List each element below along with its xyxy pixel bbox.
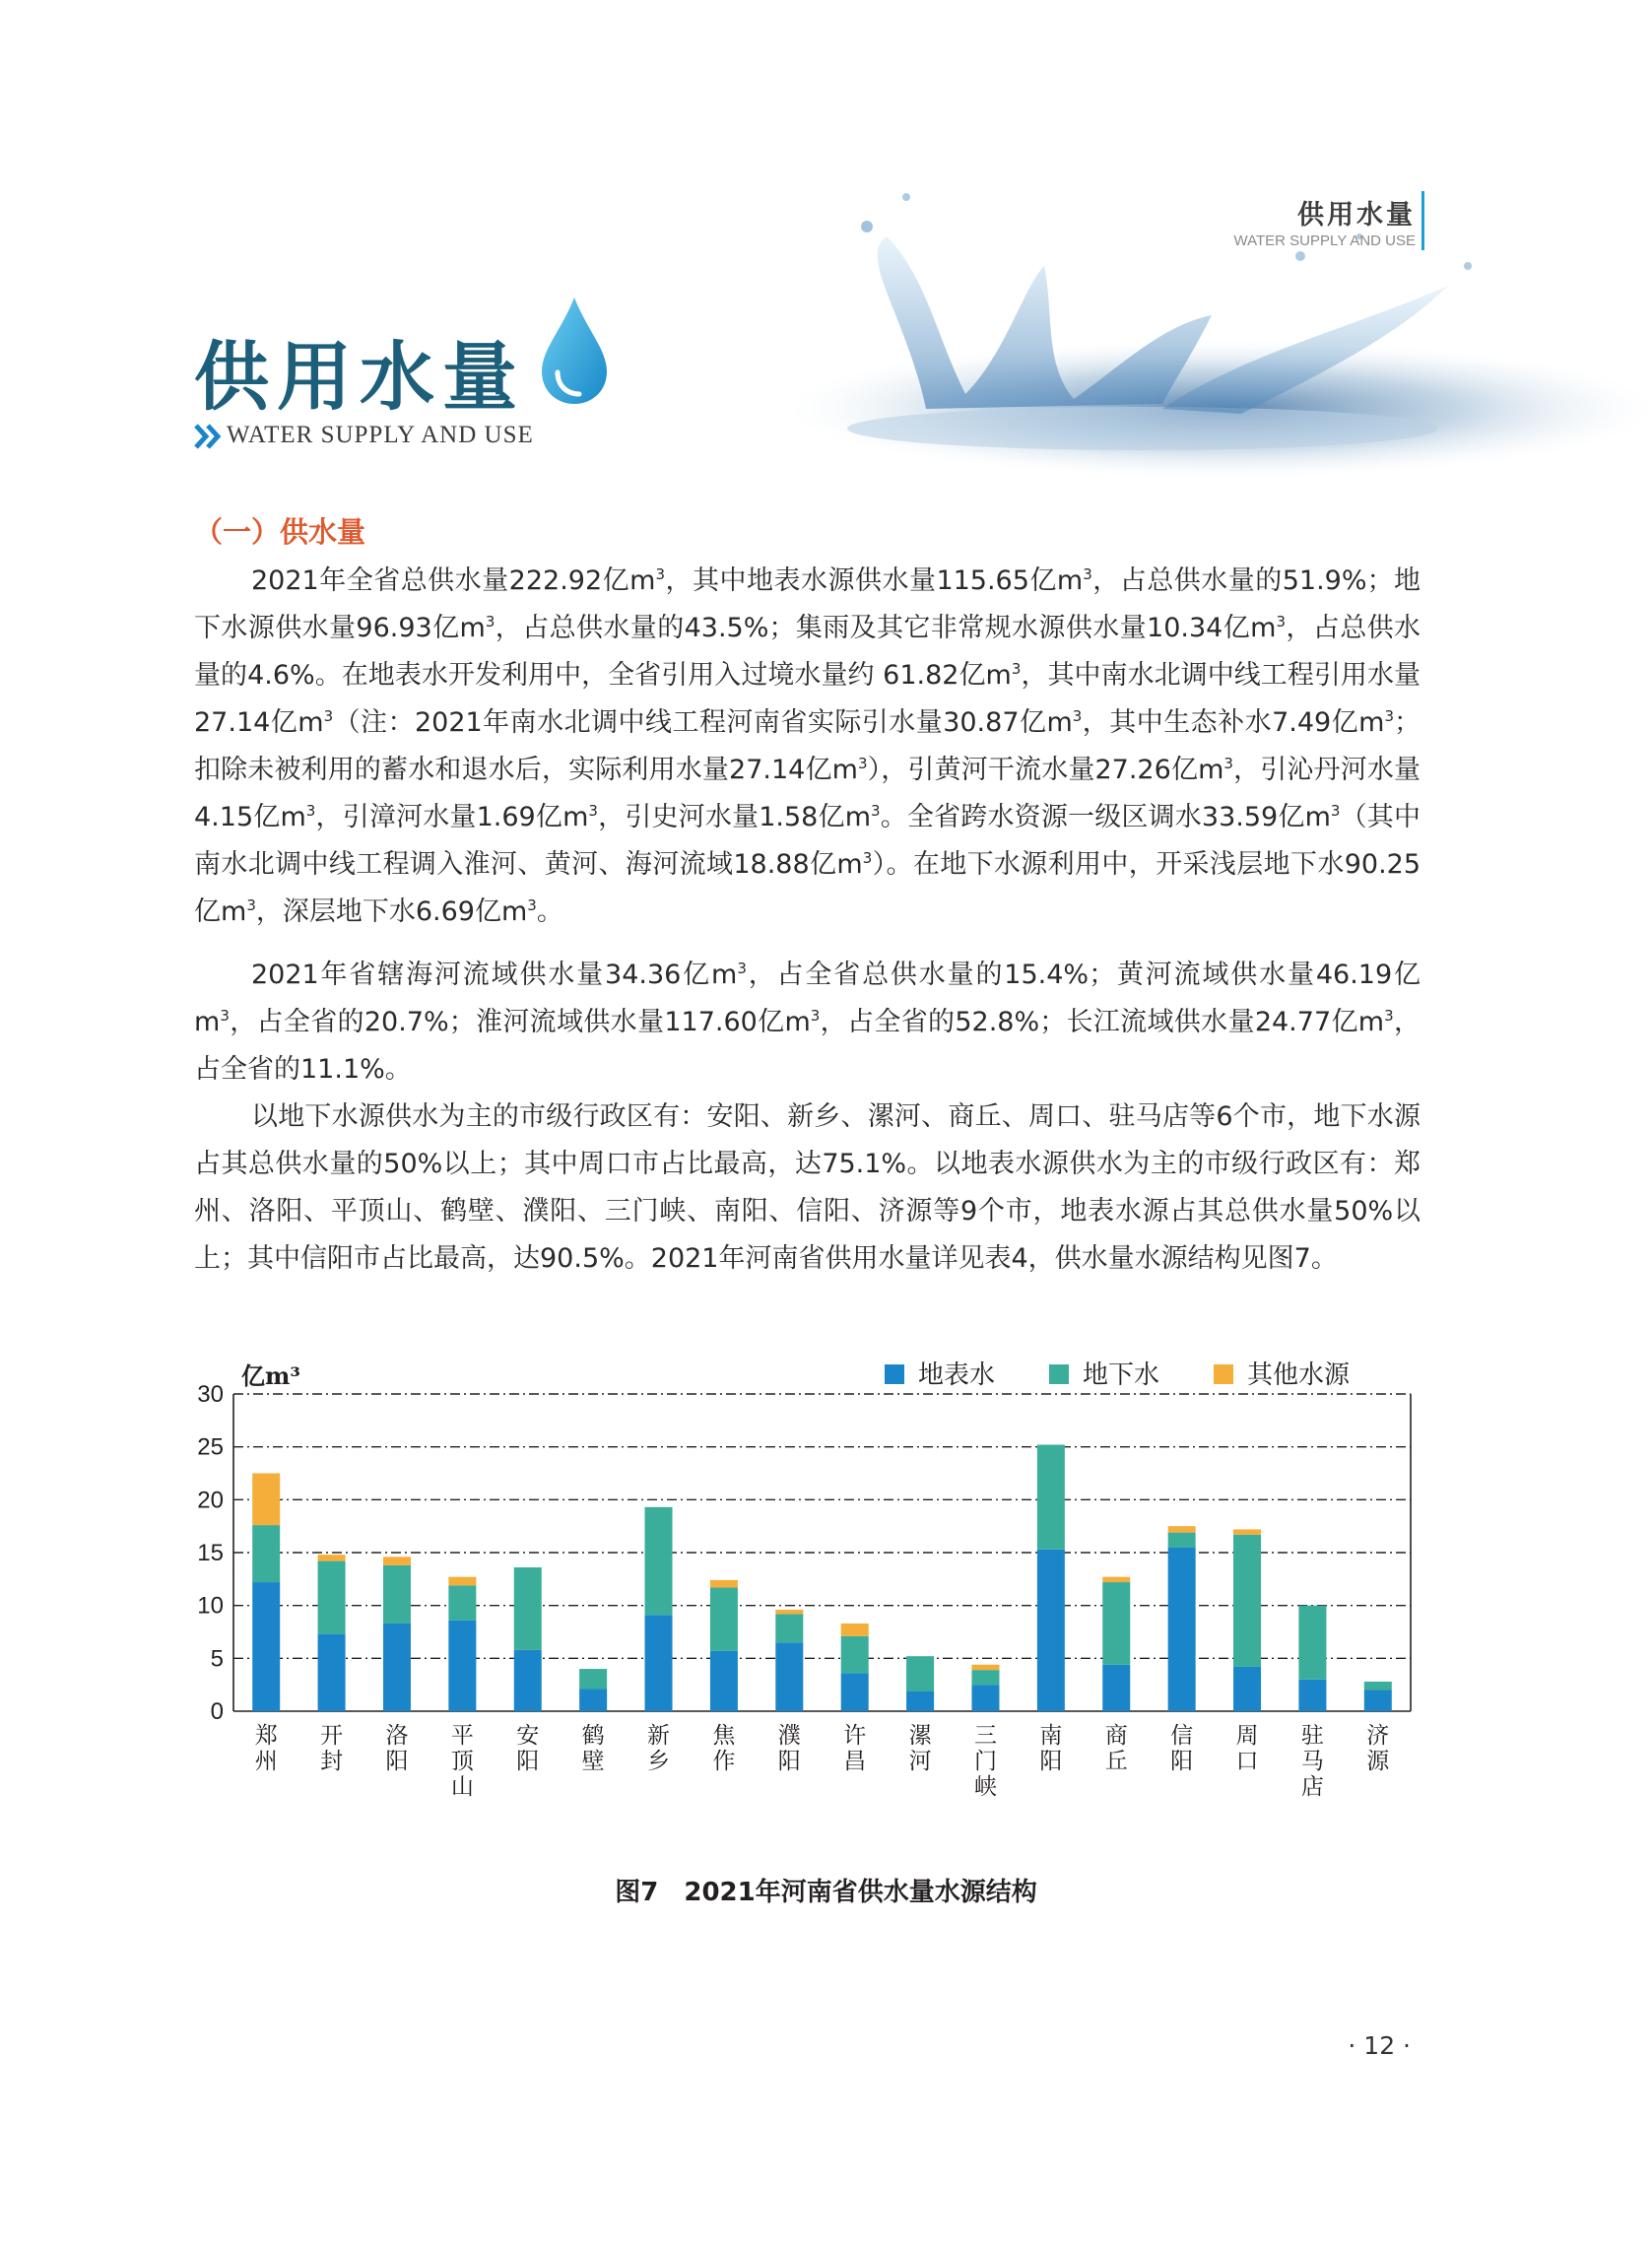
bar-其他水源 <box>1168 1526 1196 1532</box>
x-tick-label: 安 <box>516 1723 540 1749</box>
legend-label: 其他水源 <box>1247 1360 1351 1390</box>
x-tick-label: 阳 <box>516 1749 540 1774</box>
page-number: · 12 · <box>1348 2031 1411 2060</box>
x-tick-label: 阳 <box>385 1749 409 1774</box>
x-tick-label: 昌 <box>843 1749 867 1774</box>
bar-地表水 <box>1102 1665 1130 1711</box>
bar-地下水 <box>514 1567 542 1650</box>
water-splash-image <box>611 167 1652 522</box>
bar-地下水 <box>1298 1606 1326 1680</box>
x-tick-label: 山 <box>450 1774 474 1800</box>
bar-地表水 <box>1233 1667 1261 1711</box>
paragraph-supply-overview: 2021年全省总供水量222.92亿$m^3$，其中地表水源供水量115.65亿$m^3$，占总供水量的51.9%；地下水源供水量96.93亿$m^3$，占总供水量的43.5%；集雨及其它非常规水源供水量10.34亿$m^3$，占总供水量的4.6%。在地表水开发利用中，全省引用入过境水量约 61.82亿$m^3$，其中南水北调中线工程引用水量27.14亿$m^3$（注：2021年南水北调中线工程河南省实际引水量30.87亿$m^3$，其中生态补水7.49亿$m^3$；扣除未被利用的蓄水和退水后，实际利用水量27.14亿$m^3$），引黄河干流水量27.26亿$m^3$，引沁丹河水量4.15亿$m^3$，引漳河水量1.69亿$m^3$，引史河水量1.58亿$m^3$。全省跨水资源一级区调水33.59亿$m^3$（其中南水北调中线工程调入淮河、黄河、海河流域18.88亿$m^3$）。在地下水源利用中，开采浅层地下水90.25亿$m^3$，深层地下水6.69亿$m^3$。 <box>194 565 1421 927</box>
x-tick-label: 封 <box>320 1749 344 1774</box>
y-axis-label: 亿m³ <box>241 1361 300 1390</box>
bar-地下水 <box>906 1656 934 1691</box>
paragraph-city-structure: 以地下水源供水为主的市级行政区有：安阳、新乡、漯河、商丘、周口、驻马店等6个市，地下水源占其总供水量的50%以上；其中周口市占比最高，达75.1%。以地表水源供水为主的市级行政区有：郑州、洛阳、平顶山、鹤壁、濮阳、三门峡、南阳、信阳、济源等9个市，地表水源占其总供水量50%以上；其中信阳市占比最高，达90.5%。2021年河南省供用水量详见表4，供水量水源结构见图7。 <box>194 1101 1421 1274</box>
y-tick-label: 5 <box>210 1645 224 1673</box>
x-tick-label: 许 <box>843 1723 867 1749</box>
bar-其他水源 <box>841 1624 869 1636</box>
bar-地表水 <box>579 1689 607 1711</box>
x-tick-label: 洛 <box>385 1723 409 1749</box>
supply-structure-chart <box>177 1350 1458 1852</box>
bar-其他水源 <box>252 1474 280 1526</box>
chapter-subtitle: WATER SUPPLY AND USE <box>227 422 534 448</box>
bar-地下水 <box>1233 1535 1261 1667</box>
legend-label: 地表水 <box>918 1360 996 1390</box>
legend-swatch <box>885 1364 904 1384</box>
bar-地表水 <box>841 1673 869 1711</box>
x-tick-label: 三 <box>973 1723 997 1749</box>
x-tick-label: 阳 <box>1170 1749 1194 1774</box>
legend-swatch <box>1214 1364 1233 1384</box>
x-tick-label: 漯 <box>908 1723 932 1749</box>
y-tick-label: 20 <box>197 1487 224 1514</box>
bar-地表水 <box>710 1651 738 1711</box>
paragraph-basin-supply: 2021年省辖海河流域供水量34.36亿$m^3$，占全省总供水量的15.4%；黄河流域供水量46.19亿$m^3$，占全省的20.7%；淮河流域供水量117.60亿$m^3$，占全省的52.8%；长江流域供水量24.77亿$m^3$，占全省的11.1%。 <box>194 960 1421 1085</box>
bar-其他水源 <box>775 1610 803 1614</box>
bar-地表水 <box>252 1582 280 1711</box>
bar-地下水 <box>252 1525 280 1582</box>
x-tick-label: 南 <box>1039 1723 1063 1749</box>
bar-地下水 <box>318 1561 346 1634</box>
x-tick-label: 阳 <box>1039 1749 1063 1774</box>
bar-地表水 <box>448 1621 476 1711</box>
bar-地下水 <box>448 1585 476 1620</box>
bar-地表水 <box>775 1642 803 1711</box>
water-drop-icon <box>540 296 609 406</box>
bar-其他水源 <box>383 1557 411 1565</box>
y-tick-label: 10 <box>197 1592 224 1620</box>
x-tick-label: 商 <box>1104 1723 1128 1749</box>
bar-地表水 <box>971 1685 999 1711</box>
x-tick-label: 门 <box>973 1749 997 1774</box>
y-tick-label: 30 <box>197 1381 224 1408</box>
bar-地下水 <box>775 1614 803 1642</box>
x-tick-label: 阳 <box>777 1749 801 1774</box>
x-tick-label: 作 <box>712 1749 736 1774</box>
y-tick-label: 15 <box>197 1540 224 1566</box>
bar-地表水 <box>383 1624 411 1711</box>
x-tick-label: 峡 <box>973 1774 997 1800</box>
legend-swatch <box>1049 1364 1069 1384</box>
bar-其他水源 <box>318 1555 346 1560</box>
x-tick-label: 济 <box>1366 1723 1390 1749</box>
x-tick-label: 顶 <box>450 1749 474 1774</box>
x-tick-label: 驻 <box>1300 1723 1324 1749</box>
bar-地表水 <box>1168 1548 1196 1711</box>
header-title: 供用水量 <box>1297 200 1416 231</box>
x-tick-label: 开 <box>320 1723 344 1749</box>
bar-地表水 <box>645 1615 673 1711</box>
bar-地下水 <box>1037 1445 1065 1550</box>
x-tick-label: 焦 <box>712 1723 736 1749</box>
double-chevron-icon <box>194 422 224 451</box>
bar-地表水 <box>1298 1680 1326 1711</box>
bar-地下水 <box>383 1565 411 1624</box>
x-tick-label: 新 <box>647 1723 671 1749</box>
bar-地下水 <box>1364 1682 1392 1691</box>
y-tick-label: 25 <box>197 1433 224 1461</box>
section-title: （一）供水量 <box>194 515 366 549</box>
bar-地表水 <box>1364 1691 1392 1711</box>
bar-地下水 <box>645 1507 673 1615</box>
bar-地表水 <box>318 1634 346 1711</box>
x-tick-label: 丘 <box>1104 1749 1128 1774</box>
x-tick-label: 口 <box>1235 1749 1259 1774</box>
x-tick-label: 平 <box>450 1723 474 1749</box>
x-tick-label: 乡 <box>647 1749 671 1774</box>
bar-地下水 <box>841 1636 869 1674</box>
bar-其他水源 <box>1233 1529 1261 1534</box>
x-tick-label: 濮 <box>777 1723 801 1749</box>
x-tick-label: 河 <box>908 1749 932 1774</box>
x-tick-label: 源 <box>1366 1749 1390 1774</box>
x-tick-label: 郑 <box>254 1723 278 1749</box>
bar-其他水源 <box>448 1577 476 1586</box>
x-tick-label: 周 <box>1235 1723 1259 1749</box>
bar-其他水源 <box>971 1665 999 1670</box>
bar-地下水 <box>710 1587 738 1650</box>
bar-地表水 <box>1037 1550 1065 1711</box>
x-tick-label: 店 <box>1300 1774 1324 1800</box>
x-tick-label: 鹤 <box>581 1723 605 1749</box>
bar-地下水 <box>1168 1533 1196 1548</box>
x-tick-label: 州 <box>254 1749 278 1774</box>
bar-地表水 <box>906 1691 934 1711</box>
bar-地下水 <box>579 1669 607 1689</box>
x-tick-label: 马 <box>1300 1749 1324 1774</box>
y-tick-label: 0 <box>210 1698 224 1725</box>
header-accent-bar <box>1421 191 1424 250</box>
x-tick-label: 信 <box>1170 1723 1194 1749</box>
bar-其他水源 <box>710 1580 738 1588</box>
bar-其他水源 <box>1102 1577 1130 1582</box>
bar-地下水 <box>1102 1582 1130 1665</box>
legend-label: 地下水 <box>1083 1360 1160 1390</box>
chapter-title: 供用水量 <box>194 333 525 421</box>
header-subtitle: WATER SUPPLY AND USE <box>1233 232 1416 249</box>
bar-地下水 <box>971 1670 999 1685</box>
bar-地表水 <box>514 1650 542 1711</box>
x-tick-label: 壁 <box>581 1749 605 1774</box>
figure-caption: 图7 2021年河南省供水量水源结构 <box>615 1878 1037 1907</box>
